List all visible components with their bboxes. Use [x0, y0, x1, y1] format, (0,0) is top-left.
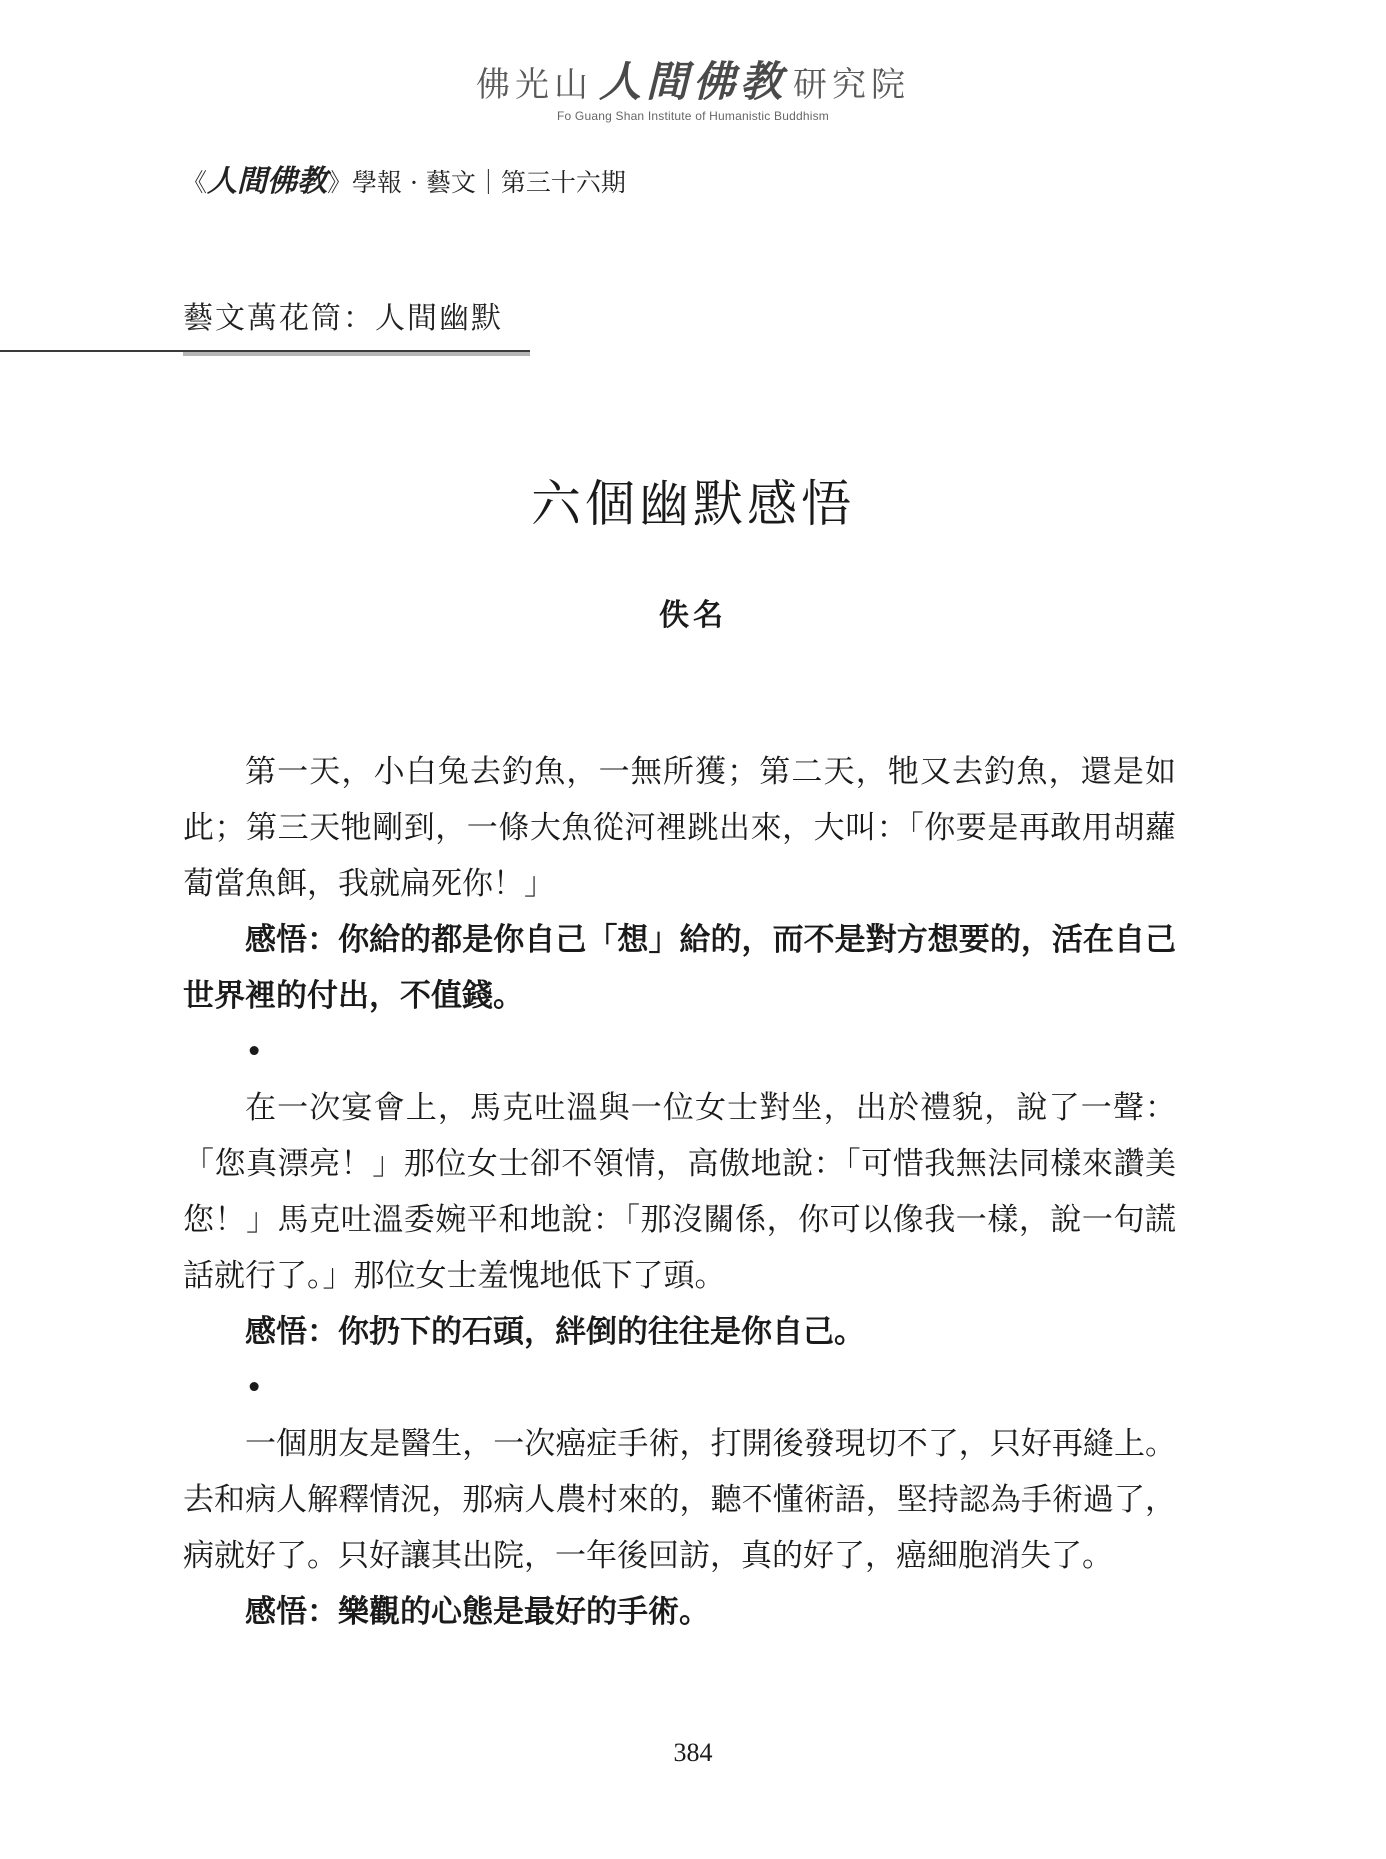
journal-issue: 學報 · 藝文｜第三十六期 [352, 168, 626, 197]
institute-english-name: Fo Guang Shan Institute of Humanistic Buddhism [556, 109, 829, 123]
separator-bullet: • [245, 1034, 264, 1070]
journal-running-header [182, 162, 626, 203]
journal-open-bracket: 《 [182, 168, 208, 197]
institute-name [0, 57, 1386, 107]
story-paragraph: 第一天，小白兔去釣魚，一無所獲；第二天，牠又去釣魚，還是如此；第三天牠剛到，一條大魚從河裡跳出來，大叫：「你要是再敢用胡蘿蔔當魚餌，我就扁死你！」 [183, 754, 1176, 902]
separator-bullet: • [245, 1370, 264, 1406]
page-number: 384 [673, 1738, 713, 1767]
section-heading: 藝文萬花筒：人間幽默 [183, 301, 503, 336]
section-rule-shade [183, 352, 530, 356]
article-body [183, 744, 1176, 1640]
journal-close-bracket: 》 [327, 168, 353, 197]
journal-brand: 人間佛教 [207, 164, 328, 199]
story-paragraph: 在一次宴會上，馬克吐溫與一位女士對坐，出於禮貌，說了一聲：「您真漂亮！」那位女士卻不領情，高傲地說：「可惜我無法同樣來讚美您！」馬克吐溫委婉平和地說：「那沒關係，你可以像我一樣，說一句謊話就行了。」那位女士羞愧地低下了頭。 [183, 1090, 1176, 1294]
institute-brand: 人間佛教 [598, 57, 787, 106]
article-author: 佚名 [659, 598, 727, 633]
insight-paragraph: 感悟：你給的都是你自己「想」給的，而不是對方想要的，活在自己世界裡的付出，不值錢。 [183, 922, 1176, 1014]
institute-name-pre: 佛光山 [475, 65, 593, 105]
institute-name-post: 研究院 [793, 65, 910, 105]
article-title: 六個幽默感悟 [531, 475, 855, 533]
insight-paragraph: 感悟：樂觀的心態是最好的手術。 [245, 1594, 710, 1630]
story-paragraph: 一個朋友是醫生，一次癌症手術，打開後發現切不了，只好再縫上。去和病人解釋情況，那病人農村來的，聽不懂術語，堅持認為手術過了，病就好了。只好讓其出院，一年後回訪，真的好了，癌細胞消失了。 [183, 1426, 1176, 1574]
insight-paragraph: 感悟：你扔下的石頭，絆倒的往往是你自己。 [245, 1314, 865, 1350]
institute-header [0, 57, 1386, 123]
